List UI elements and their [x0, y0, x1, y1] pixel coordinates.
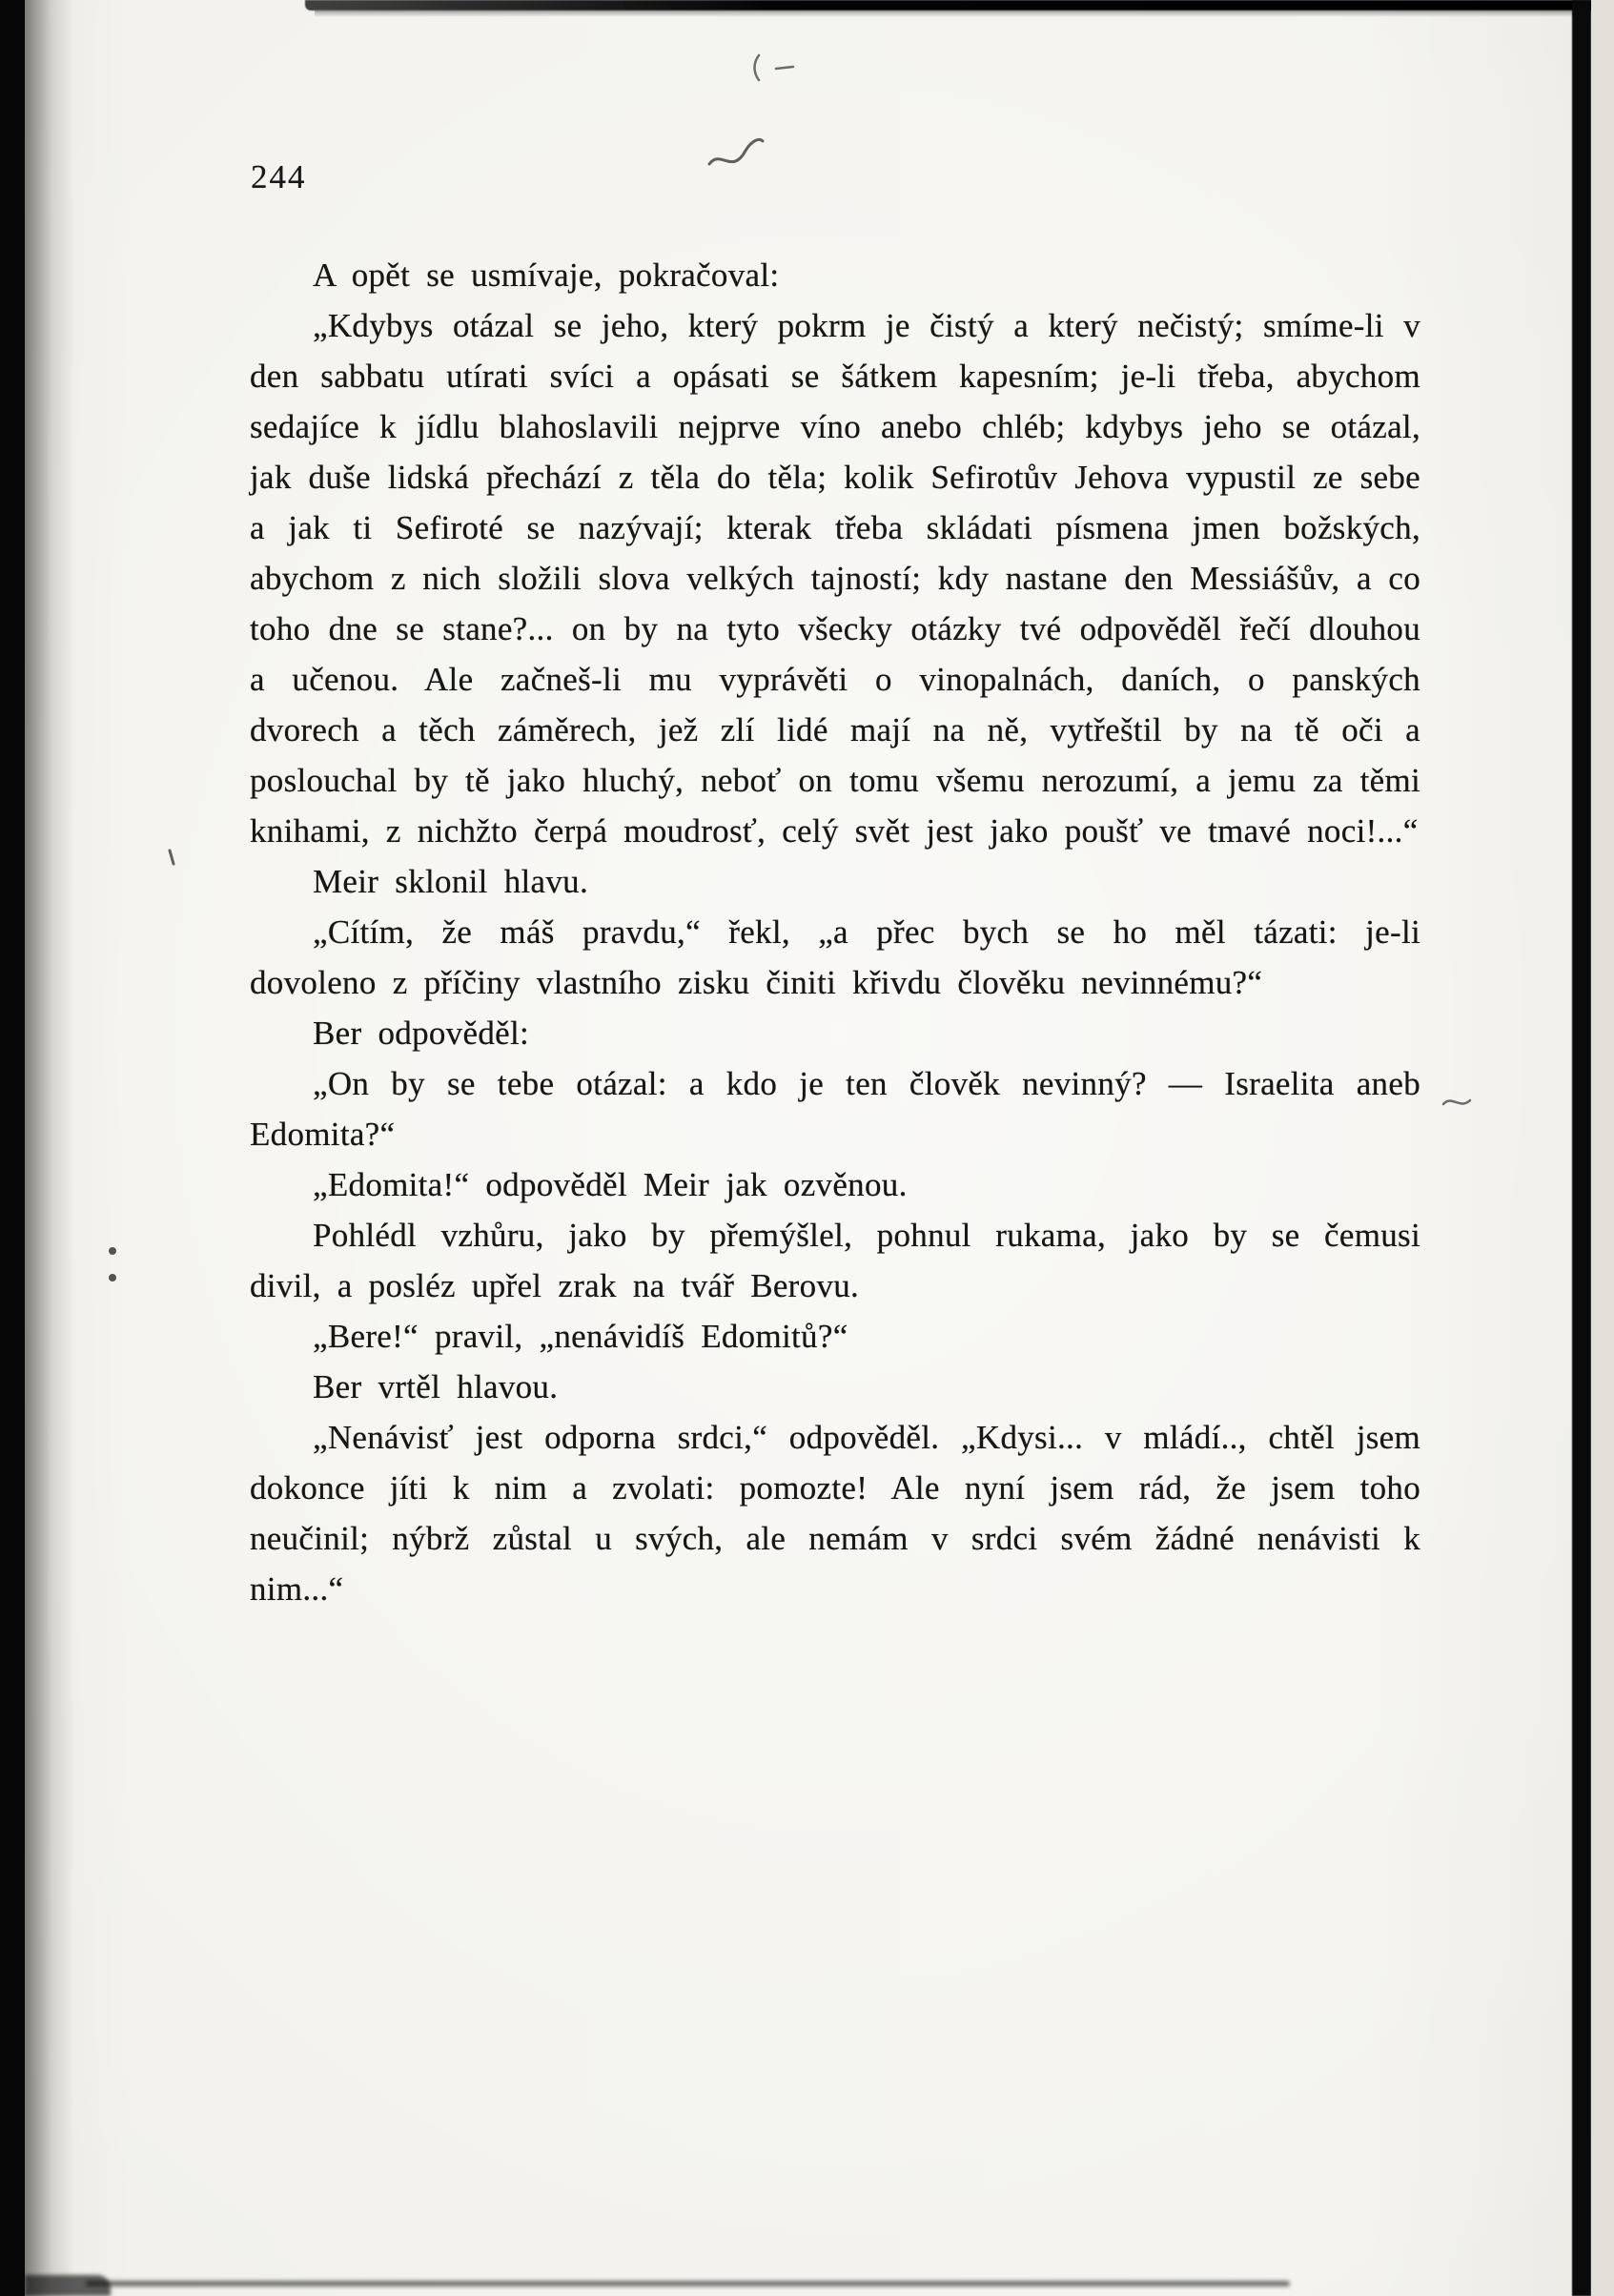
scan-edge-left-shadow: [25, 0, 74, 2296]
scan-speck-colon: [103, 1240, 126, 1297]
paragraph: „Bere!“ pravil, „nenávidíš Edomitů?“: [313, 1318, 848, 1355]
scan-edge-right-margin: [1591, 0, 1614, 2296]
pen-mark-squiggle: [704, 132, 770, 198]
scan-edge-bottom-corner: [25, 2275, 111, 2296]
pen-mark-top: [751, 50, 808, 88]
paragraph: „Kdybys otázal se jeho, který pokrm je čistý a který nečistý; smíme-li v den sabbatu utírati svíci a opásati se šátkem kapesním; je-li třeba, abychom sedajíce k jídlu blahoslavili nejprve víno anebo chléb; kdybys jeho se otázal, jak duše lidská přechází z těla do těla; kolik Sefirotův Jehova vypustil ze sebe a jak ti Sefiroté se nazývají; kterak třeba skládati písmena jmen božských, abychom z nich složili slova velkých tajností; kdy nastane den Messiášův, a co toho dne se stane?... on by na tyto všecky otázky tvé odpověděl řečí dlouhou a učenou. Ale začneš-li mu vyprávěti o vinopalnách, daních, o panských dvorech a těch záměrech, jež zlí lidé mají na ně, vytřeštil by na tě oči a poslouchal by tě jako hluchý, neboť on tomu všemu nerozumí, a jemu za těmi knihami, z nichžto čerpá moudrosť, celý svět jest jako poušť ve tmavé noci!...“: [250, 307, 1420, 850]
page-number: 244: [251, 158, 307, 195]
paragraph: Ber vrtěl hlavou.: [313, 1368, 559, 1405]
scan-edge-right: [1572, 0, 1591, 2296]
scan-edge-left: [0, 0, 25, 2296]
body-text: [250, 250, 1420, 1614]
paragraph: „Nenávisť jest odporna srdci,“ odpověděl. „Kdysi... v mládí.., chtěl jsem dokonce jíti k nim a zvolati: pomozte! Ale nyní jsem rád, že jsem toho neučinil; nýbrž zůstal u svých, ale nemám v srdci svém žádné nenávisti k nim...“: [250, 1419, 1420, 1608]
paragraph: Ber odpověděl:: [313, 1015, 530, 1052]
paragraph: „On by se tebe otázal: a kdo je ten člověk nevinný? — Israelita aneb Edomita?“: [250, 1065, 1420, 1153]
scan-edge-top: [305, 0, 1614, 10]
scan-speck-tick: [162, 847, 181, 875]
paragraph: A opět se usmívaje, pokračoval:: [313, 256, 780, 294]
paragraph: „Edomita!“ odpověděl Meir jak ozvěnou.: [313, 1166, 908, 1203]
paragraph: Pohlédl vzhůru, jako by přemýšlel, pohnul rukama, jako by se čemusi divil, a posléz upřel zrak na tvář Berovu.: [250, 1217, 1420, 1304]
paragraph: Meir sklonil hlavu.: [313, 863, 589, 900]
scan-edge-top-shadow: [315, 10, 1614, 17]
paragraph: „Cítím, že máš pravdu,“ řekl, „a přec bych se ho měl tázati: je-li dovoleno z příčiny vlastního zisku činiti křivdu člověku nevinnému?“: [250, 913, 1420, 1001]
scan-edge-bottom: [86, 2281, 1290, 2286]
pen-mark-margin: [1438, 1087, 1495, 1119]
